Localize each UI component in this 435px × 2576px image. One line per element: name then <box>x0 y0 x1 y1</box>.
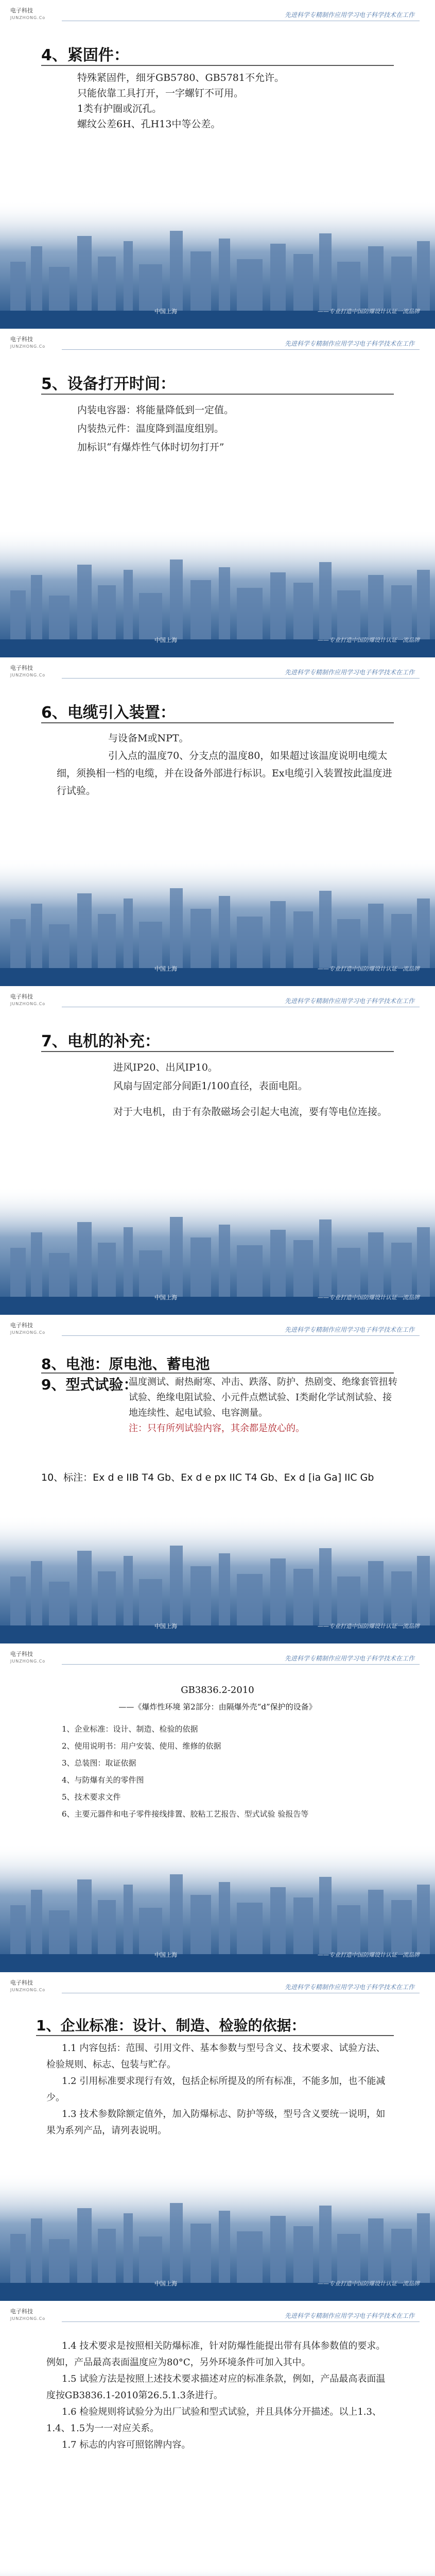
company-logo <box>10 2307 51 2321</box>
body-line: 1.2 引用标准要求现行有效，包括企标所提及的所有标准，不能多加，也不能减少。 <box>46 2076 386 2103</box>
body-line: 内装电容器：将能量降低到一定值。 <box>77 404 234 416</box>
header-slogan: 先进科学专精制作应用学习电子科学技术在工作 <box>284 1984 414 1991</box>
header-slogan: 先进科学专精制作应用学习电子科学技术在工作 <box>284 1655 414 1662</box>
header-divider <box>62 678 420 679</box>
marking-text: 10、标注：Ex d e IIB T4 Gb、Ex d e px IIC T4 Gb、Ex d [ia Ga] IIC Gb <box>41 1472 374 1483</box>
standard-title: GB3836.2-2010 <box>181 1685 254 1696</box>
slide-header <box>0 1643 435 1673</box>
slide-heading: 1、企业标准：设计、制造、检验的依据： <box>36 2017 306 2034</box>
logo-subtext: JUNZHONG.Co <box>10 673 46 677</box>
slide-header <box>0 657 435 687</box>
logo-subtext: JUNZHONG.Co <box>10 1330 46 1335</box>
header-divider <box>62 2321 420 2322</box>
body-line: 加标识“有爆炸性气体时切勿打开” <box>77 442 224 453</box>
body-line: 1类有护圈或沉孔。 <box>77 103 162 114</box>
footer-location: 中国上海 <box>154 2280 177 2287</box>
body-line: 1.5 试验方法是按照上述技术要求描述对应的标准条款，例如，产品最高表面温度按GB3836.1-2010第26.5.1.3条进行。 <box>46 2374 386 2401</box>
logo-subtext: JUNZHONG.Co <box>10 2316 46 2321</box>
header-divider <box>62 1335 420 1336</box>
footer-slogan: ——专业打造中国防爆设计认证一流品牌 <box>318 1952 420 1958</box>
body-line: 对于大电机，由于有杂散磁场会引起大电流，要有等电位连接。 <box>113 1106 388 1117</box>
slide-6 <box>0 1643 435 1972</box>
body-line: 螺纹公差6H、孔H13中等公差。 <box>77 118 221 130</box>
footer-slogan: ——专业打造中国防爆设计认证一流品牌 <box>318 965 420 972</box>
company-logo <box>10 335 51 349</box>
footer-slogan: ——专业打造中国防爆设计认证一流品牌 <box>318 637 420 643</box>
heading-underline <box>41 722 394 723</box>
slide-body <box>77 401 394 456</box>
logo-text: 电子科技 <box>10 2308 33 2315</box>
slide-header <box>0 1315 435 1345</box>
list-item: 5、技术要求文件 <box>62 1792 121 1802</box>
header-slogan: 先进科学专精制作应用学习电子科学技术在工作 <box>284 669 414 676</box>
company-logo <box>10 1978 51 1992</box>
heading-underline <box>36 2035 394 2036</box>
logo-subtext: JUNZHONG.Co <box>10 1002 46 1006</box>
body-line: 与设备M或NPT。 <box>108 733 189 744</box>
footer-slogan: ——专业打造中国防爆设计认证一流品牌 <box>318 2280 420 2287</box>
heading-underline <box>41 1051 394 1052</box>
slide-heading: 8、电池：原电池、蓄电池 <box>41 1355 210 1372</box>
list-item: 4、与防爆有关的零件图 <box>62 1775 144 1785</box>
note-line: 注：只有所列试验内容，其余都是放心的。 <box>129 1423 305 1434</box>
body-line: 1.4 技术要求是按照相关防爆标准，针对防爆性能提出带有具体参数值的要求。例如，产品最高表面温度应为80°C，另外环境条件可加入其中。 <box>46 2341 386 2368</box>
logo-subtext: JUNZHONG.Co <box>10 1988 46 1992</box>
company-logo <box>10 1650 51 1664</box>
logo-text: 电子科技 <box>10 336 33 343</box>
slide-8 <box>0 2301 435 2576</box>
body-line: 进风IP20、出风IP10。 <box>113 1062 218 1073</box>
slide-body <box>57 1058 394 1121</box>
company-logo <box>10 992 51 1006</box>
footer-slogan: ——专业打造中国防爆设计认证一流品牌 <box>318 1623 420 1630</box>
slide-subheading: 9、型式试验： <box>41 1376 138 1393</box>
slide-body <box>77 70 394 132</box>
list-item: 6、主要元器件和电子零件接线排置、胶粘工艺报告、型式试验 验报告等 <box>62 1809 309 1819</box>
logo-subtext: JUNZHONG.Co <box>10 344 46 349</box>
body-line: 只能依靠工具打开，一字螺钉不可用。 <box>77 88 244 99</box>
slide-body <box>129 1375 399 1436</box>
body-line: 温度测试、耐热耐寒、冲击、跌落、防护、热剧变、绝缘套管扭转试验、绝缘电阻试验、小元件点燃试验、I类耐化学试剂试验、接地连续性、起电试验、电容测量。 <box>129 1377 397 1418</box>
footer-location: 中国上海 <box>154 637 177 643</box>
standard-subtitle: ——《爆炸性环境 第2部分：由隔爆外壳“d”保护的设备》 <box>118 1702 317 1711</box>
slide-7 <box>0 1972 435 2301</box>
body-line: 1.7 标志的内容可照铭牌内容。 <box>62 2439 191 2450</box>
slide-header <box>0 329 435 359</box>
slide-body <box>62 1721 394 1823</box>
footer-location: 中国上海 <box>154 1952 177 1958</box>
slide-heading: 7、电机的补充： <box>41 1032 160 1050</box>
footer-location: 中国上海 <box>154 965 177 972</box>
slide-2 <box>0 329 435 657</box>
logo-text: 电子科技 <box>10 1979 33 1986</box>
body-line: 1.6 检验规则将试验分为出厂试验和型式试验，并且具体分开描述。以上1.3、1.4、1.5为一一对应关系。 <box>46 2406 381 2434</box>
company-logo <box>10 6 51 20</box>
list-item: 2、使用说明书：用户安装、使用、维修的依据 <box>62 1741 221 1751</box>
footer-location: 中国上海 <box>154 1294 177 1301</box>
body-line: 引入点的温度70、分支点的温度80，如果超过该温度说明电缆太细，须换相一档的电缆，并在设备外部进行标识。Ex电缆引入装置按此温度进行试验。 <box>57 750 392 796</box>
header-slogan: 先进科学专精制作应用学习电子科学技术在工作 <box>284 997 414 1005</box>
logo-subtext: JUNZHONG.Co <box>10 15 46 20</box>
slide-heading: 4、紧固件： <box>41 46 129 64</box>
header-slogan: 先进科学专精制作应用学习电子科学技术在工作 <box>284 2312 414 2319</box>
logo-text: 电子科技 <box>10 665 33 671</box>
company-logo <box>10 1321 51 1335</box>
slide-body <box>57 730 394 800</box>
slide-5 <box>0 1315 435 1643</box>
body-line: 内装热元件：温度降到温度组别。 <box>77 423 224 434</box>
heading-underline <box>41 394 394 395</box>
body-line: 特殊紧固件，细牙GB5780、GB5781不允许。 <box>77 72 284 83</box>
body-line: 1.1 内容包括：范围、引用文件、基本参数与型号含义、技术要求、试验方法、检验规则、标志、包装与贮存。 <box>46 2043 386 2070</box>
heading-underline <box>41 65 394 66</box>
footer-slogan: ——专业打造中国防爆设计认证一流品牌 <box>318 1294 420 1301</box>
slide-1 <box>0 0 435 329</box>
footer-location: 中国上海 <box>154 308 177 315</box>
slide-header <box>0 2301 435 2331</box>
header-slogan: 先进科学专精制作应用学习电子科学技术在工作 <box>284 11 414 19</box>
header-divider <box>62 1664 420 1665</box>
header-divider <box>62 349 420 350</box>
header-slogan: 先进科学专精制作应用学习电子科学技术在工作 <box>284 1326 414 1333</box>
slide-3 <box>0 657 435 986</box>
logo-text: 电子科技 <box>10 7 33 14</box>
footer-slogan: ——专业打造中国防爆设计认证一流品牌 <box>318 308 420 315</box>
slide-body <box>46 2040 394 2139</box>
list-item: 3、总装图：取证依据 <box>62 1758 136 1768</box>
footer-location: 中国上海 <box>154 1623 177 1630</box>
slide-4 <box>0 986 435 1315</box>
company-logo <box>10 664 51 677</box>
logo-text: 电子科技 <box>10 1322 33 1329</box>
slide-body <box>46 2338 394 2453</box>
body-line: 风扇与固定部分间距1/100直径，表面电阻。 <box>113 1080 308 1092</box>
list-item: 1、企业标准：设计、制造、检验的依据 <box>62 1724 198 1734</box>
body-line: 1.3 技术参数除额定值外，加入防爆标志、防护等级，型号含义要统一说明，如果为系列产品，请列表说明。 <box>46 2109 386 2136</box>
logo-text: 电子科技 <box>10 1651 33 1657</box>
slide-header <box>0 986 435 1016</box>
slide-heading-marking <box>41 1467 404 1488</box>
logo-text: 电子科技 <box>10 993 33 1000</box>
slide-heading: 6、电缆引入装置： <box>41 704 176 722</box>
city-skyline-image <box>0 2568 435 2576</box>
slide-heading: 5、设备打开时间： <box>41 375 176 393</box>
header-slogan: 先进科学专精制作应用学习电子科学技术在工作 <box>284 340 414 347</box>
logo-subtext: JUNZHONG.Co <box>10 1659 46 1664</box>
slide-header <box>0 1972 435 2002</box>
slide-header <box>0 0 435 30</box>
